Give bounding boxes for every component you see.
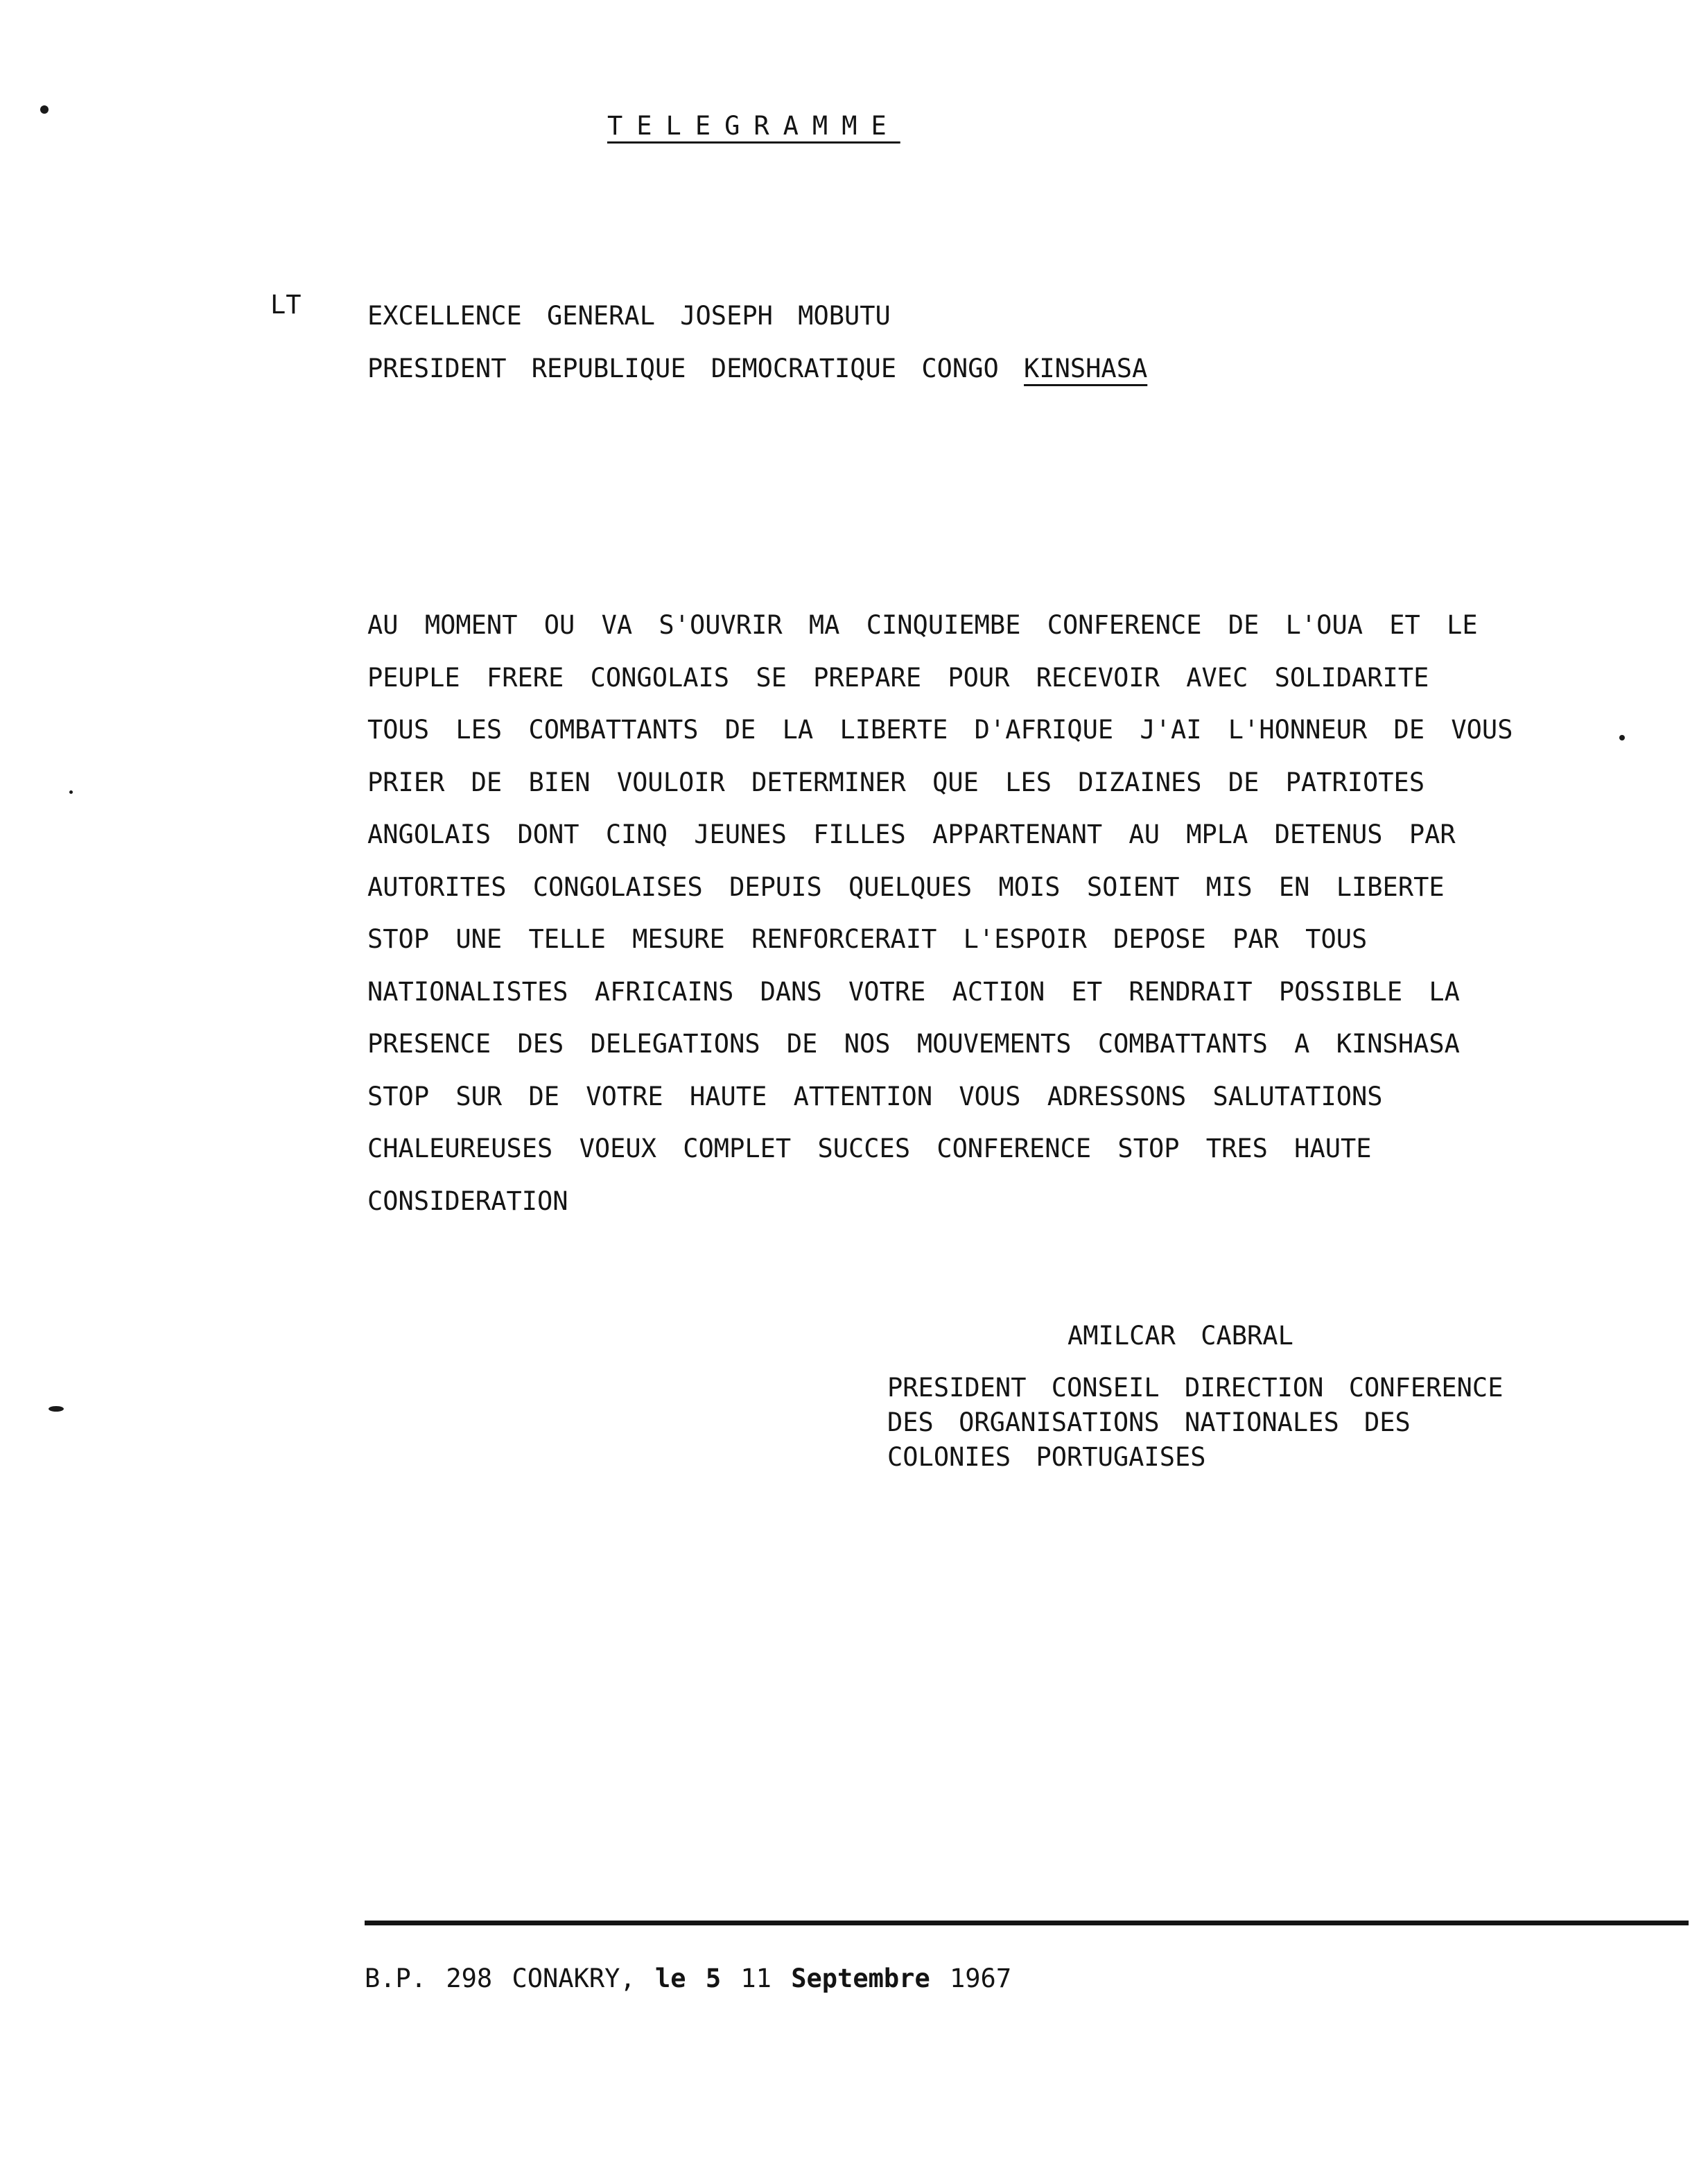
footer-month: Septembre (791, 1964, 930, 1993)
message-line: STOP UNE TELLE MESURE RENFORCERAIT L'ESPOIR DEPOSE PAR TOUS (367, 924, 1368, 954)
addressee-line (367, 343, 1147, 395)
scan-speck (1619, 735, 1625, 740)
signatory-title-line: DES ORGANISATIONS NATIONALES DES (887, 1407, 1411, 1437)
message-body (367, 599, 1608, 1227)
signatory-title (887, 1371, 1503, 1475)
message-line: PEUPLE FRERE CONGOLAIS SE PREPARE POUR RECEVOIR AVEC SOLIDARITE (367, 662, 1429, 693)
message-line: PRESENCE DES DELEGATIONS DE NOS MOUVEMENTS COMBATTANTS A KINSHASA (367, 1029, 1460, 1059)
footer-struck-mark: 5 (705, 1964, 722, 1993)
footer-day: 11 (740, 1964, 772, 1993)
message-line: NATIONALISTES AFRICAINS DANS VOTRE ACTION ET RENDRAIT POSSIBLE LA (367, 976, 1460, 1007)
message-line: AU MOMENT OU VA S'OUVRIR MA CINQUIEMBE CONFERENCE DE L'OUA ET LE (367, 610, 1478, 640)
footer-dateline (365, 1964, 1011, 1993)
scan-speck (49, 1406, 64, 1412)
addressee-title: PRESIDENT REPUBLIQUE DEMOCRATIQUE CONGO (367, 354, 999, 383)
document-title: TELEGRAMME (607, 111, 900, 141)
scan-speck (69, 790, 73, 794)
addressee-block (367, 290, 1147, 395)
telegram-prefix: LT (270, 290, 302, 320)
signatory-title-line: PRESIDENT CONSEIL DIRECTION CONFERENCE (887, 1373, 1504, 1403)
footer-le: le (654, 1964, 686, 1993)
message-line: CONSIDERATION (367, 1186, 568, 1216)
message-line: ANGOLAIS DONT CINQ JEUNES FILLES APPARTENANT AU MPLA DETENUS PAR (367, 820, 1456, 849)
signatory-title-line: COLONIES PORTUGAISES (887, 1442, 1206, 1472)
message-line: CHALEUREUSES VOEUX COMPLET SUCCES CONFERENCE STOP TRES HAUTE (367, 1134, 1372, 1163)
addressee-line: EXCELLENCE GENERAL JOSEPH MOBUTU (367, 301, 891, 331)
addressee-place: KINSHASA (1024, 354, 1148, 383)
footer-divider (365, 1921, 1689, 1925)
footer-year: 1967 (950, 1964, 1012, 1993)
message-line: STOP SUR DE VOTRE HAUTE ATTENTION VOUS ADRESSONS SALUTATIONS (367, 1081, 1383, 1111)
signatory-name: AMILCAR CABRAL (1068, 1321, 1293, 1351)
message-line: AUTORITES CONGOLAISES DEPUIS QUELQUES MOIS SOIENT MIS EN LIBERTE (367, 872, 1445, 902)
scan-speck (40, 105, 49, 114)
message-line: PRIER DE BIEN VOULOIR DETERMINER QUE LES DIZAINES DE PATRIOTES (367, 767, 1425, 797)
message-line: TOUS LES COMBATTANTS DE LA LIBERTE D'AFRIQUE J'AI L'HONNEUR DE VOUS (367, 715, 1513, 745)
footer-address: B.P. 298 CONAKRY, (365, 1964, 636, 1993)
